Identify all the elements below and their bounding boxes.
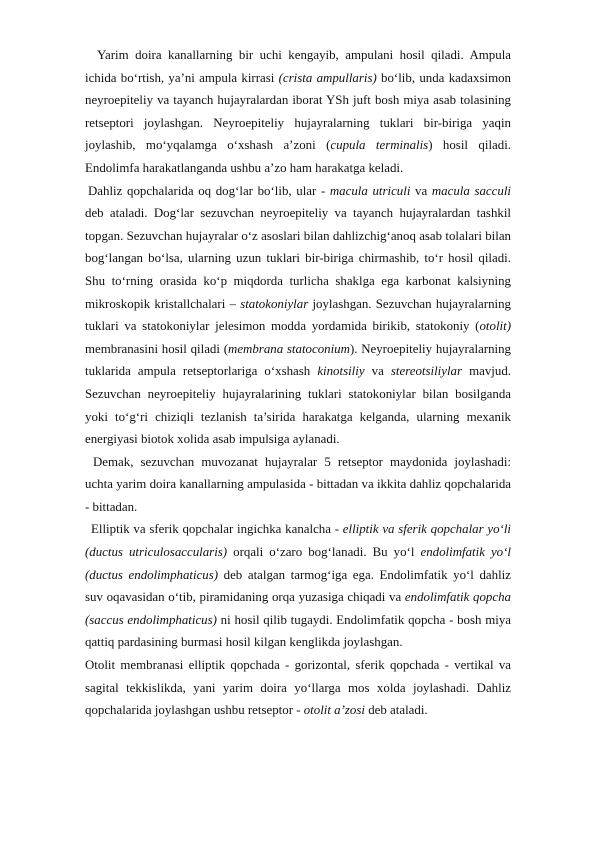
italic-term: endolimfatik qopcha (saccus endolimphaticus) (85, 590, 511, 627)
text-run: mavjud. Sezuvchan neyroepiteliy hujayralarining tuklari statokoniylar bilan bosilganda yoki to‘g‘ri chiziqli tezlanish ta’sirida harakatga kelganda, ularning mexanik energiyasi biotok xolida asab impulsiga aylanadi. (85, 364, 511, 447)
paragraph-endolymphatic-duct (85, 518, 511, 654)
italic-term: macula utriculi (329, 183, 411, 198)
text-run: deb ataladi. (364, 703, 428, 718)
text-run: deb ataladi. Dog‘lar sezuvchan neyroepiteliy va tayanch hujayralardan tashkil topgan. Sezuvchan hujayralar o‘z asoslari bilan dahlizchig‘anoq asab tolalari bilan bog‘langan bo‘lsa, ularning uzun tuklari bir-biriga chirmashib, to‘r hosil qiladi. Shu to‘rning orasida ko‘p miqdorda turlicha shaklga ega karbonat kalsiyning mikroskopik kristallchalari – (85, 206, 511, 311)
text-run: bo‘lib, unda kadaxsimon neyroepiteliy va tayanch hujayralardan iborat YSh juft bosh miya asab tolasining retseptori joylashgan. Neyroepiteliy hujayralarning tuklari bir-biriga yaqin joylashib, mo‘yqalamga o‘xshash a’zoni ( (85, 70, 511, 153)
paragraph-crista-ampullaris (85, 44, 511, 180)
italic-term: membrana statoconium (228, 341, 350, 356)
paragraph-receptor-fields (85, 451, 511, 519)
paragraph-otolith-organ (85, 654, 511, 722)
text-run: ). Neyroepiteliy hujayralarning tuklarida ampula retseptorlariga o‘xshash (85, 341, 511, 379)
italic-term: (crista ampullaris) (278, 70, 377, 85)
italic-term: endolimfatik yo‘l (ductus endolimphaticus) (85, 545, 511, 582)
text-run: ) hosil qiladi. Endolimfa harakatlanganda ushbu a’zo ham harakatga keladi. (85, 138, 511, 175)
paragraph-macula (85, 180, 511, 451)
document-page (85, 44, 511, 722)
text-run: va (410, 183, 432, 198)
text-run: joylashgan. Sezuvchan hujayralarning tuklari va statokoniylar jelesimon modda yordamida birikib, statokoniy ( (85, 296, 511, 334)
italic-term: otolit a’zosi (303, 703, 365, 718)
text-run: membranasini hosil qiladi ( (85, 341, 229, 356)
italic-term: kinotsiliy (317, 364, 365, 379)
italic-term: elliptik va sferik qopchalar yo‘li (ductus utriculosaccularis) (85, 522, 511, 560)
italic-term: macula sacculi (431, 183, 511, 198)
text-run: Demak, sezuvchan muvozanat hujayralar 5 retseptor maydonida joylashadi: uchta yarim doira kanallarning ampulasida - bittadan va ikkita dahliz qopchalarida - bittadan. (85, 454, 511, 514)
text-run: Otolit membranasi elliptik qopchada - gorizontal, sferik qopchada - vertikal va sagital tekkislikda, yani yarim doira yo‘llarga mos xolda joylashadi. Dahliz qopchalarida joylashgan ushbu retseptor - (85, 658, 511, 718)
text-run: ni hosil qilib tugaydi. Endolimfatik qopcha - bosh miya qattiq pardasining burmasi hosil kilgan kenglikda joylashgan. (85, 612, 511, 650)
italic-term: statokoniylar (240, 296, 309, 311)
text-run: Elliptik va sferik qopchalar ingichka kanalcha - (91, 522, 343, 537)
text-run: Dahliz qopchalarida oq dog‘lar bo‘lib, ular - (88, 183, 330, 198)
text-run: deb atalgan tarmog‘iga ega. Endolimfatik yo‘l dahliz suv oqavasidan o‘tib, piramidaning orqa yuzasiga chiqadi va (85, 567, 511, 605)
italic-term: otolit) (479, 319, 511, 334)
text-run: Yarim doira kanallarning bir uchi kengayib, ampulani hosil qiladi. Ampula ichida bo‘rtish, ya’ni ampula kirrasi (85, 48, 511, 85)
text-run: va (364, 364, 391, 379)
italic-term: cupula terminalis (330, 138, 429, 153)
italic-term: stereotsiliylar (390, 364, 463, 379)
text-run: orqali o‘zaro bog‘lanadi. Bu yo‘l (227, 545, 421, 560)
